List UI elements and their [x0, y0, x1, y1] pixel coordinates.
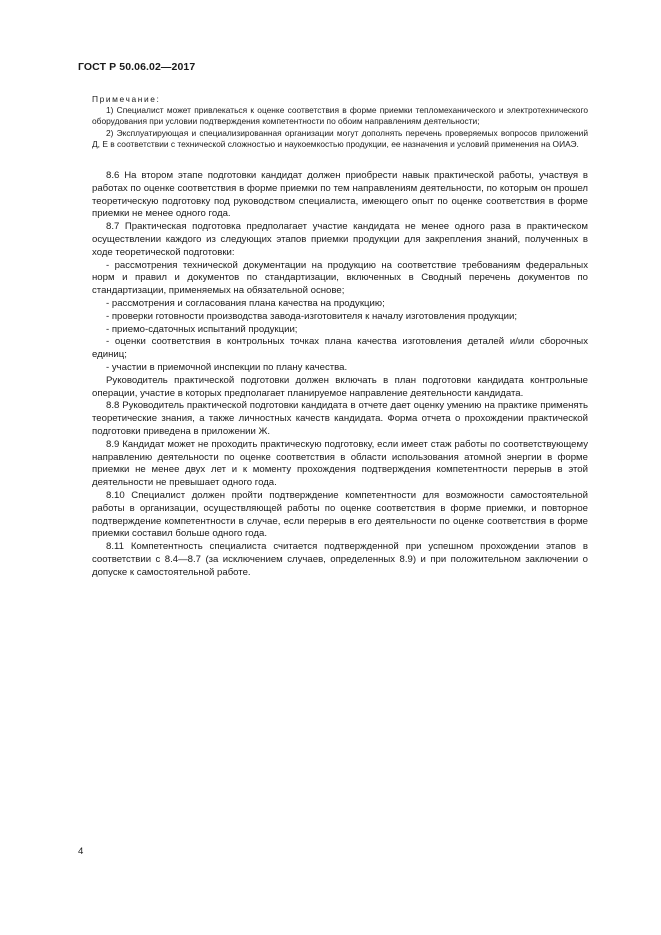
list-item-acceptance-inspection: - участии в приемочной инспекции по плану качества. — [106, 361, 348, 373]
paragraph-8-9: 8.9 Кандидат может не проходить практическую подготовку, если имеет стаж работы по соответствующему направлению деятельности по оценке соответствия в области использования атомной энергии в форме приемки не менее двух лет и к моменту прохождения подтверждения компетентности перерыв в этой деятельности не превышает одного года. — [92, 438, 588, 489]
list-item-technical-docs: - рассмотрения технической документации на продукцию на соответствие требованиям федеральных норм и правил и документов по стандартизации, включенных в Сводный перечень документов по стандартизации, применяемых на обязательной основе; — [92, 259, 588, 297]
paragraph-supervisor-plan: Руководитель практической подготовки должен включать в план подготовки кандидата контрольные операции, участие в которых предполагает планируемое направление деятельности кандидата. — [92, 374, 588, 399]
paragraph-8-11: 8.11 Компетентность специалиста считается подтвержденной при успешном прохождении этапов в соответствии с 8.4—8.7 (за исключением случаев, определенных 8.9) и при положительном заключении о допуске к самостоятельной работе. — [92, 541, 588, 578]
standard-header: ГОСТ Р 50.06.02—2017 — [78, 61, 196, 73]
paragraph-8-7: 8.7 Практическая подготовка предполагает участие кандидата не менее одного раза в практическом осуществлении каждого из следующих этапов приемки продукции для закрепления знаний, полученных в ходе теоретической подготовки: — [92, 221, 588, 258]
note-item-1: 1) Специалист может привлекаться к оценке соответствия в форме приемки тепломеханического и электротехнического оборудования при условии подтверждения компетентности по обоим направлениям деятельности; — [92, 105, 588, 127]
page-number: 4 — [78, 846, 84, 857]
paragraph-8-8: 8.8 Руководитель практической подготовки кандидата в отчете дает оценку умению на практике применять теоретические знания, а также личностных качеств кандидата. Форма отчета о прохождении практической подготовки приведена в приложении Ж. — [92, 400, 588, 437]
note-item-2: 2) Эксплуатирующая и специализированная организации могут дополнять перечень проверяемых вопросов приложений Д, Е в соответствии с технической сложностью и наукоемкостью продукции, ее назначения и условий применения на ОИАЭ. — [92, 127, 588, 149]
list-item-acceptance-tests: - приемо-сдаточных испытаний продукции; — [106, 323, 298, 335]
body-text — [92, 170, 588, 580]
paragraph-8-10: 8.10 Специалист должен пройти подтверждение компетентности для возможности самостоятельной работы в организации, осуществляющей работы по оценке соответствия в форме приемки, и повторное подтверждение компетентности в случае, если перерыв в его деятельности по оценке соответствия в форме приемки составил больше одного года. — [92, 489, 588, 540]
notes-title: Примечание: — [92, 94, 161, 104]
list-item-control-points: - оценки соответствия в контрольных точках плана качества изготовления деталей и/или сборочных единиц; — [92, 336, 588, 361]
list-item-production-readiness: - проверки готовности производства завода-изготовителя к началу изготовления продукции; — [106, 310, 518, 322]
notes-block — [92, 94, 588, 150]
paragraph-8-6: 8.6 На втором этапе подготовки кандидат должен приобрести навык практической работы, участвуя в работах по оценке соответствия в форме приемки по тем направлениям деятельности, по которым он прошел теоретическую подготовку под руководством специалиста, имеющего опыт по оценке соответствия в форме приемки не менее одного года. — [92, 170, 588, 220]
list-item-quality-plan: - рассмотрения и согласования плана качества на продукцию; — [106, 297, 385, 309]
